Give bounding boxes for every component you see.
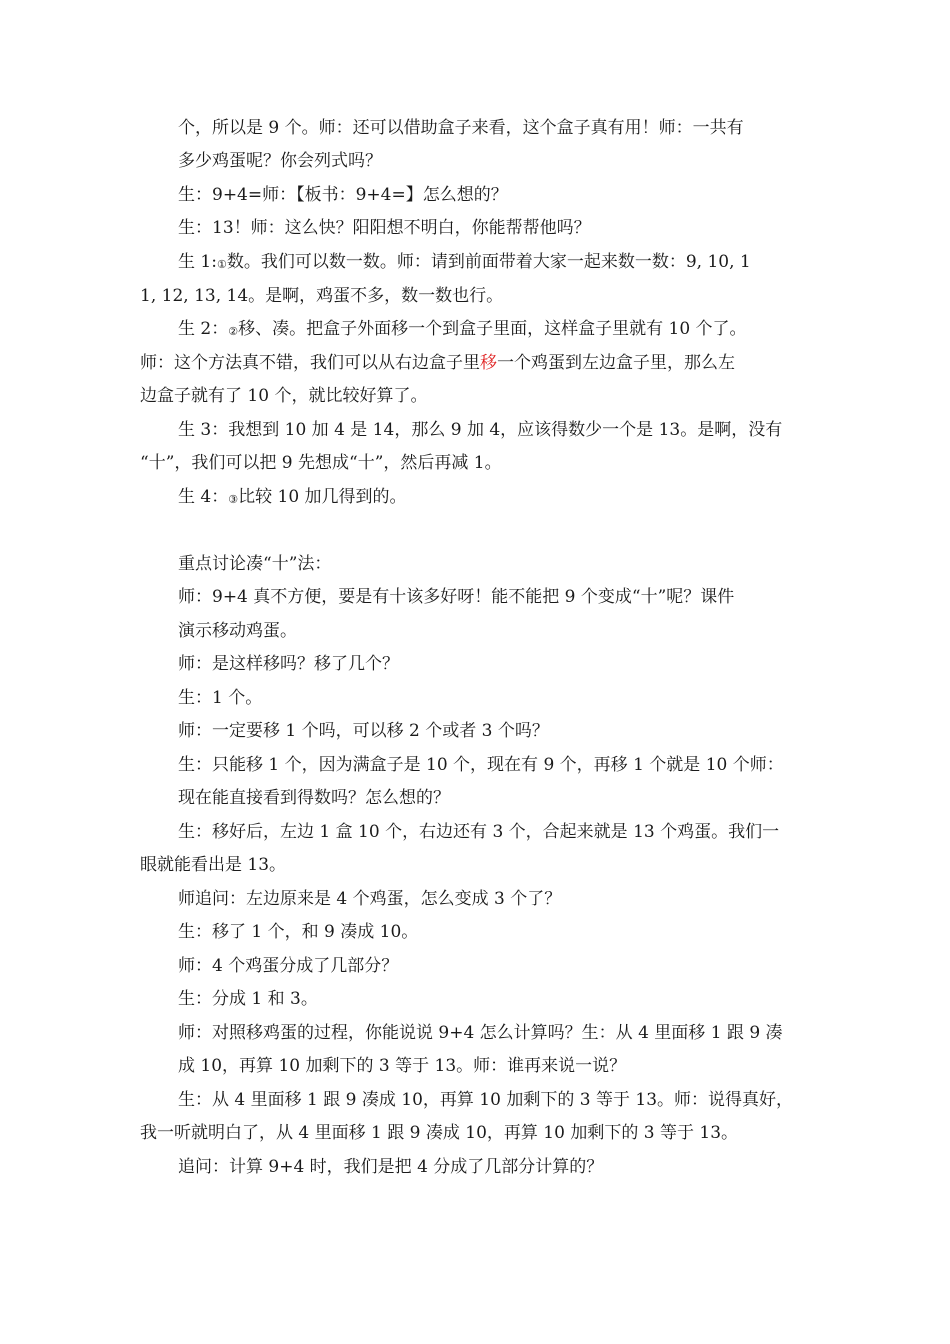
text-line: [178, 251, 751, 276]
highlighted-word: 移: [480, 353, 497, 373]
text-segment: 数。我们可以数一数。师：请到前面带着大家一起来数一数：9, 10, 1: [226, 252, 751, 272]
text-segment: 生 2：: [178, 319, 229, 339]
text-segment: 生 4：: [178, 487, 229, 507]
text-line: 生：移了 1 个，和 9 凑成 10。: [178, 922, 419, 942]
text-line: 生：1 个。: [178, 688, 263, 708]
text-line: 生：13！师：这么快？阳阳想不明白，你能帮帮他吗？: [178, 218, 591, 238]
text-line: [178, 486, 407, 511]
text-line: 个，所以是 9 个。师：还可以借助盒子来看，这个盒子真有用！师：一共有: [178, 118, 744, 138]
text-segment: 生 1:: [178, 252, 217, 272]
text-line: 师：4 个鸡蛋分成了几部分？: [178, 956, 399, 976]
text-line: 边盒子就有了 10 个，就比较好算了。: [140, 386, 428, 406]
text-line: 1, 12, 13, 14。是啊，鸡蛋不多，数一数也行。: [140, 286, 504, 306]
text-line: 追问：计算 9+4 时，我们是把 4 分成了几部分计算的？: [178, 1157, 604, 1177]
text-line: [140, 352, 735, 374]
text-line: 生：分成 1 和 3。: [178, 989, 318, 1009]
text-line: 成 10，再算 10 加剩下的 3 等于 13。师：谁再来说一说？: [178, 1056, 627, 1076]
text-line: 生：9+4=师：【板书：9+4=】怎么想的？: [178, 185, 508, 205]
text-line: 师：是这样移吗？移了几个？: [178, 654, 399, 674]
text-line: 师追问：左边原来是 4 个鸡蛋，怎么变成 3 个了？: [178, 889, 562, 909]
text-line: 现在能直接看到得数吗？怎么想的？: [178, 788, 450, 808]
text-line: 师：一定要移 1 个吗，可以移 2 个或者 3 个吗？: [178, 721, 549, 741]
text-line: 师：9+4 真不方便，要是有十该多好呀！能不能把 9 个变成“十”呢？课件: [178, 587, 735, 607]
text-line: 生：从 4 里面移 1 跟 9 凑成 10，再算 10 加剩下的 3 等于 13。师：说得真好，: [178, 1090, 794, 1110]
text-line: “十”，我们可以把 9 先想成“十”，然后再减 1。: [140, 453, 502, 473]
text-segment: 一个鸡蛋到左边盒子里，那么左: [497, 353, 735, 373]
text-line: 我一听就明白了，从 4 里面移 1 跟 9 凑成 10，再算 10 加剩下的 3 等于 13。: [140, 1123, 739, 1143]
text-line: 师：对照移鸡蛋的过程，你能说说 9+4 怎么计算吗？生：从 4 里面移 1 跟 9 凑: [178, 1023, 783, 1043]
section-heading: 重点讨论凑“十”法：: [178, 554, 332, 574]
text-segment: 移、凑。把盒子外面移一个到盒子里面，这样盒子里就有 10 个了。: [238, 319, 747, 339]
circled-number-marker: ②: [228, 325, 239, 338]
text-line: 演示移动鸡蛋。: [178, 621, 297, 641]
text-segment: 师：这个方法真不错，我们可以从右边盒子里: [140, 353, 480, 373]
text-line: 多少鸡蛋呢？你会列式吗？: [178, 151, 382, 171]
text-line: 眼就能看出是 13。: [140, 855, 287, 875]
text-segment: 比较 10 加几得到的。: [238, 487, 407, 507]
text-line: 生：只能移 1 个，因为满盒子是 10 个，现在有 9 个，再移 1 个就是 10 个师：: [178, 755, 784, 775]
circled-number-marker: ③: [228, 493, 239, 506]
text-line: [178, 318, 747, 343]
text-line: 生 3：我想到 10 加 4 是 14，那么 9 加 4，应该得数少一个是 13。是啊，没有: [178, 420, 783, 440]
circled-number-marker: ①: [216, 258, 227, 271]
text-line: 生：移好后，左边 1 盒 10 个，右边还有 3 个，合起来就是 13 个鸡蛋。我们一: [178, 822, 780, 842]
